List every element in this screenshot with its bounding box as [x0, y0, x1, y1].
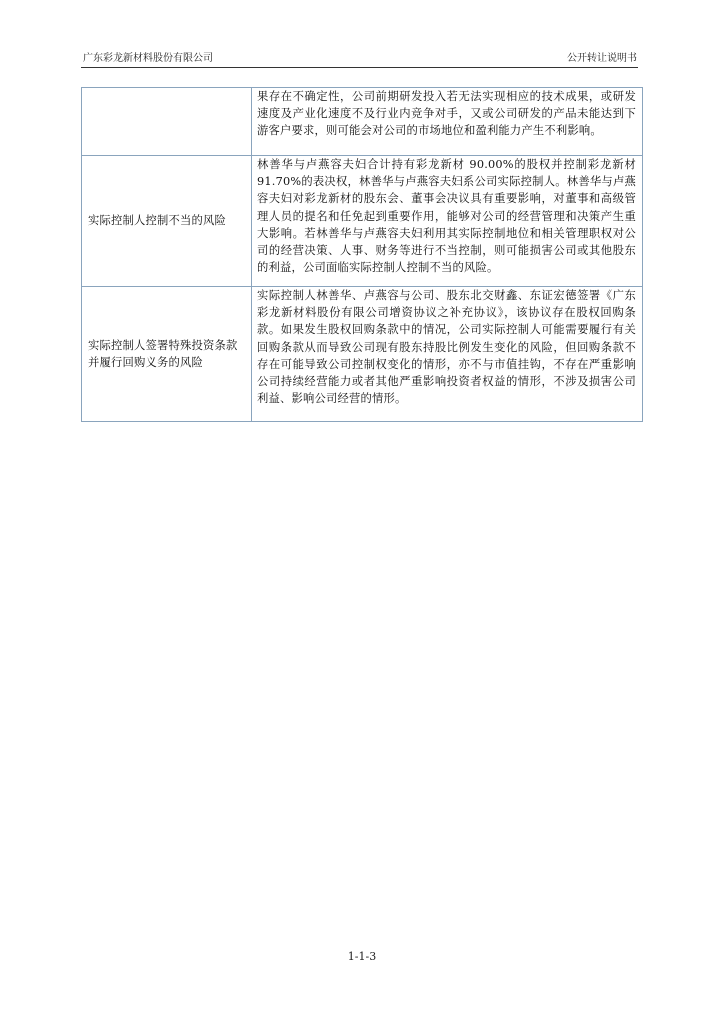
table-row: [82, 287, 643, 422]
risk-description-cell: 林善华与卢燕容夫妇合计持有彩龙新材 90.00%的股权并控制彩龙新材 91.70%的表决权，林善华与卢燕容夫妇系公司实际控制人。林善华与卢燕容夫妇对彩龙新材的股东会、董事会决议具有重要影响，对董事和高级管理人员的提名和任免起到重要作用，能够对公司的经营管理和决策产生重大影响。若林善华与卢燕容夫妇利用其实际控制地位和相关管理职权对公司的经营决策、人事、财务等进行不当控制，则可能损害公司或其他股东的利益，公司面临实际控制人控制不当的风险。: [252, 156, 643, 287]
table-row: [82, 156, 643, 287]
risk-description-cell: 果存在不确定性，公司前期研发投入若无法实现相应的技术成果，或研发速度及产业化速度不及行业内竞争对手，又或公司研发的产品未能达到下游客户要求，则可能会对公司的市场地位和盈利能力产生不利影响。: [252, 88, 643, 156]
table-row: [82, 88, 643, 156]
page-number: 1-1-3: [347, 950, 377, 963]
company-name: 广东彩龙新材料股份有限公司: [83, 53, 213, 64]
risk-factor-table: [81, 87, 643, 422]
risk-name-cell: 实际控制人控制不当的风险: [82, 156, 252, 287]
risk-name-cell: [82, 88, 252, 156]
document-title: 公开转让说明书: [567, 53, 637, 64]
page-header: [81, 52, 637, 66]
risk-name-cell: 实际控制人签署特殊投资条款并履行回购义务的风险: [82, 287, 252, 422]
header-divider: [81, 67, 638, 68]
risk-description-cell: 实际控制人林善华、卢燕容与公司、股东北交财鑫、东证宏德签署《广东彩龙新材料股份有限公司增资协议之补充协议》，该协议存在股权回购条款。如果发生股权回购条款中的情况，公司实际控制人可能需要履行有关回购条款从而导致公司现有股东持股比例发生变化的风险，但回购条款不存在可能导致公司控制权变化的情形，亦不与市值挂钩，不存在严重影响公司持续经营能力或者其他严重影响投资者权益的情形，不涉及损害公司利益、影响公司经营的情形。: [252, 287, 643, 422]
